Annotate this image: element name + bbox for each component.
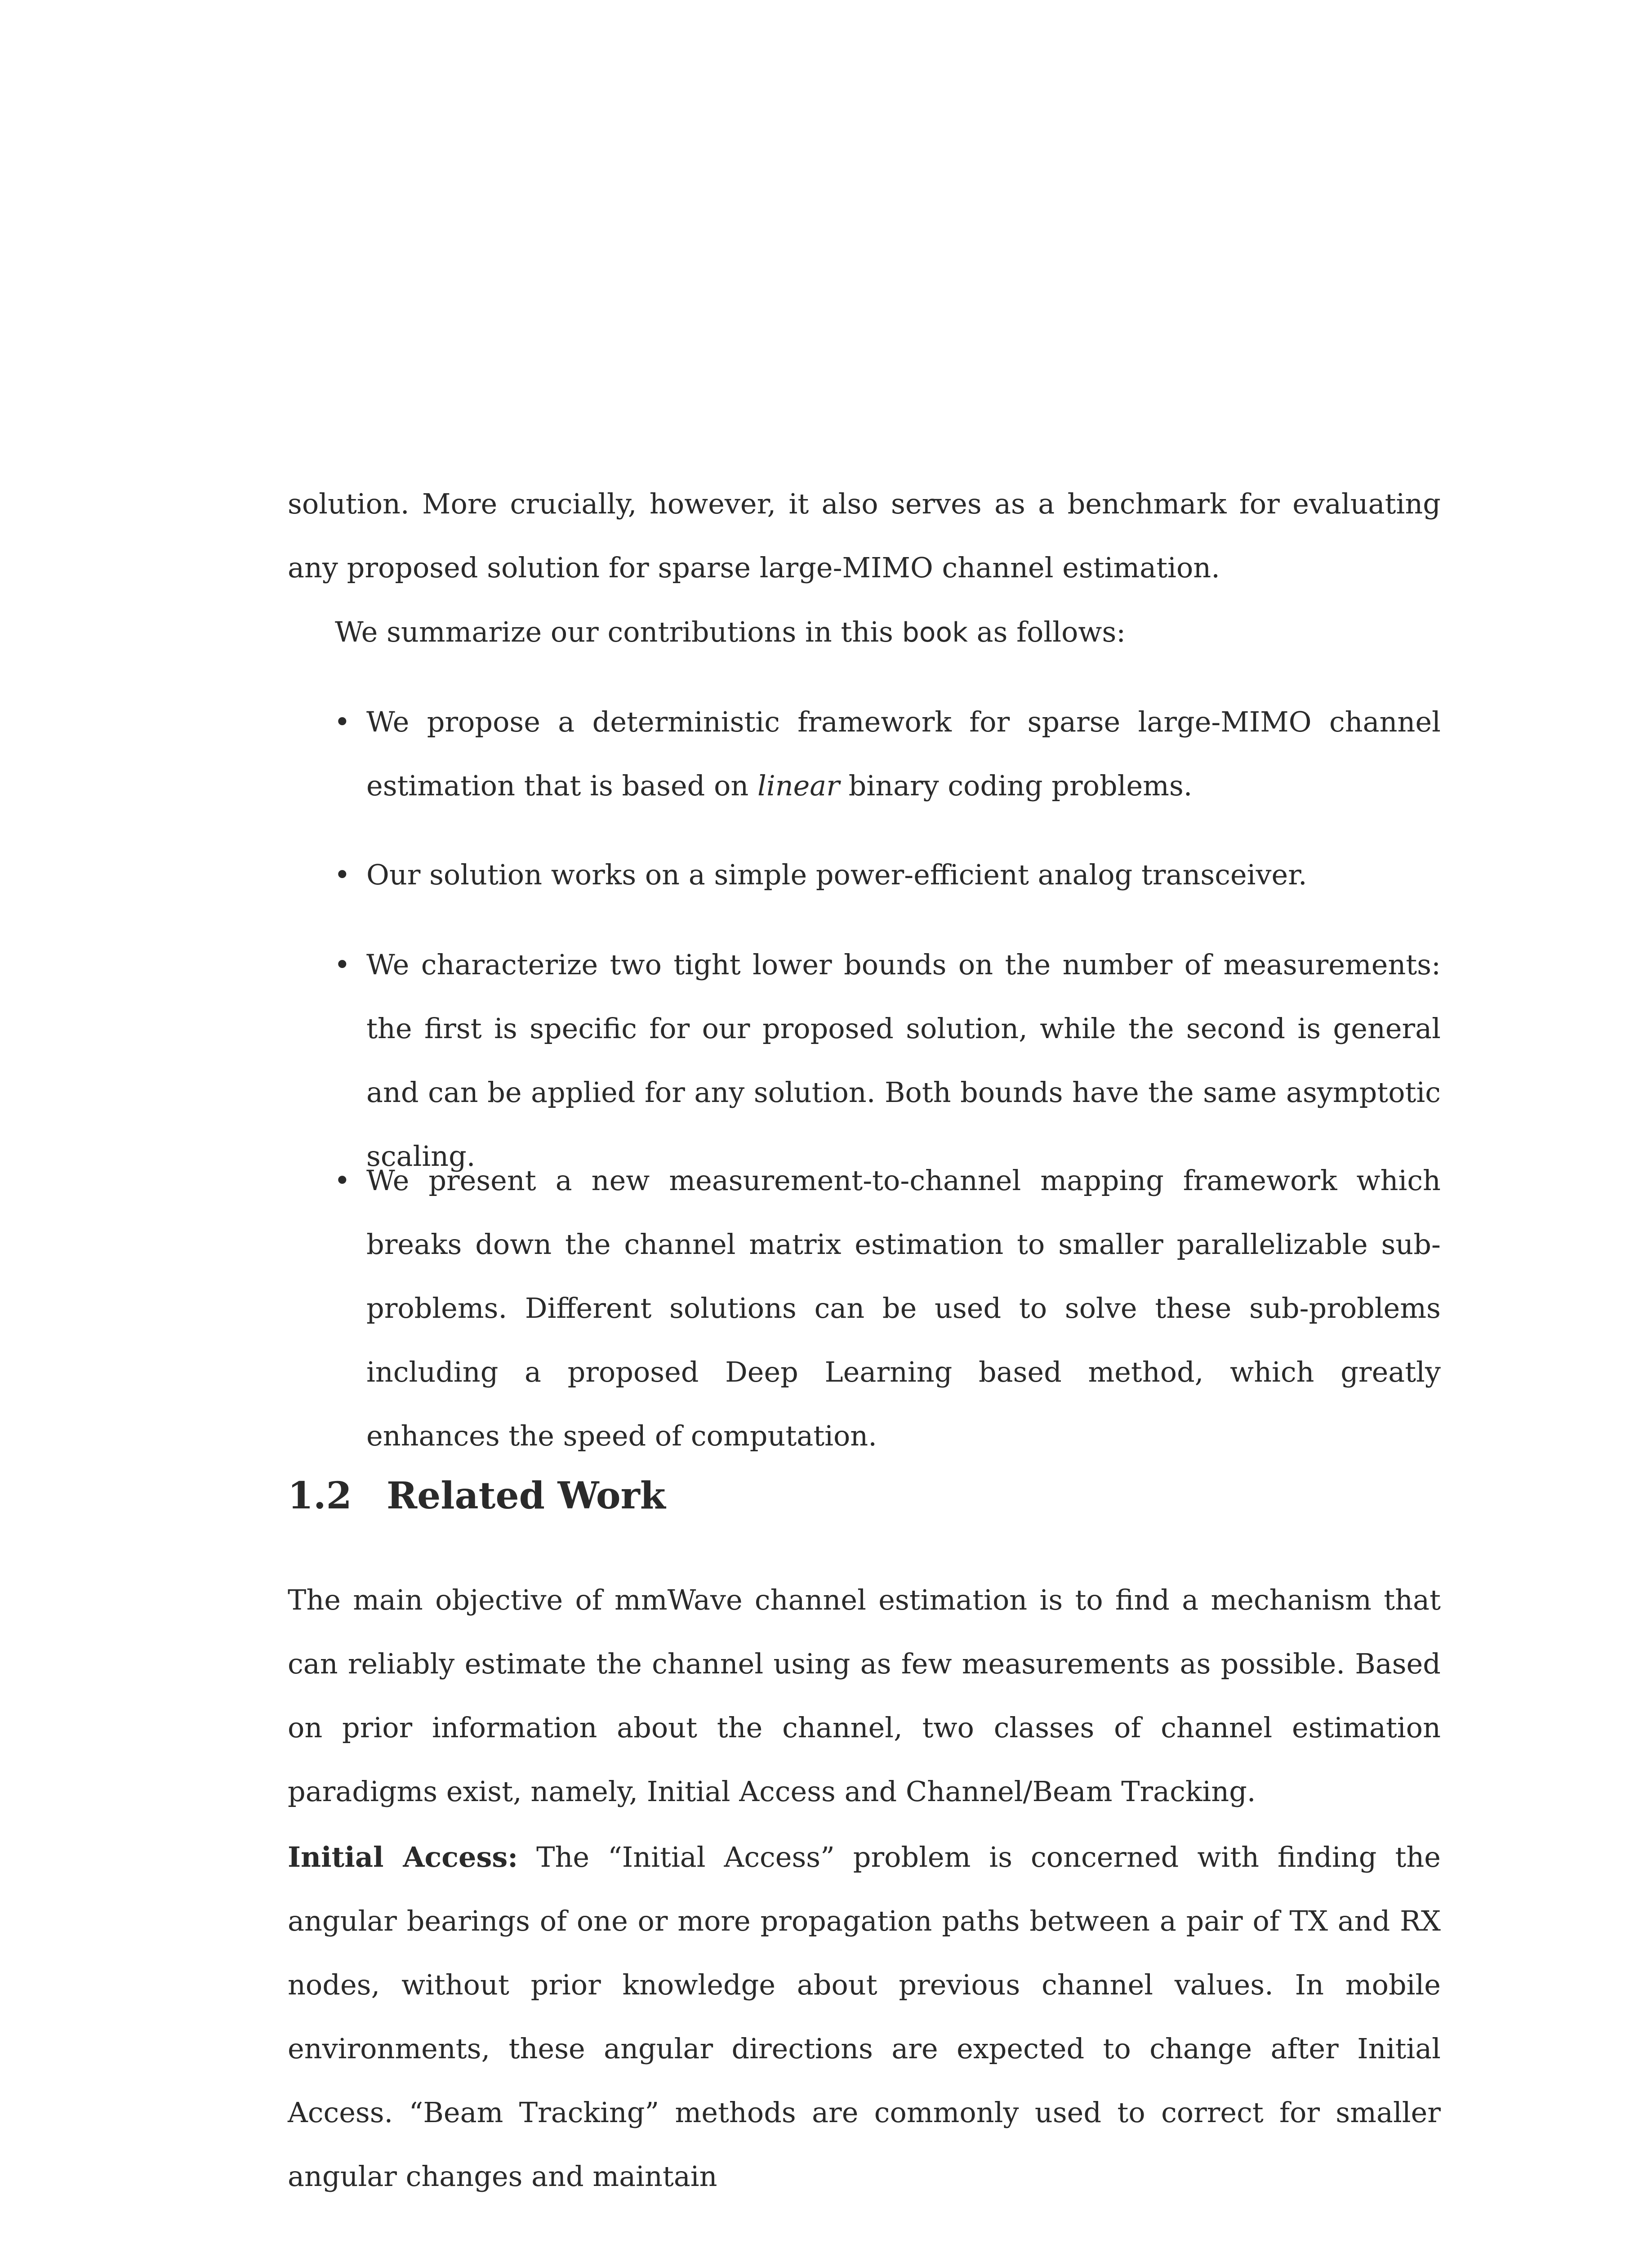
related-work-paragraph xyxy=(288,1568,1441,1824)
section-title: Related Work xyxy=(387,1474,666,1517)
list-item-text-part: Our solution works on a simple power-efficient analog transceiver. xyxy=(366,858,1307,891)
bullet-icon: • xyxy=(334,1164,351,1197)
list-item-text-part: We present a new measurement-to-channel mapping framework which breaks down the channel matrix estimation to smaller parallelizable sub-problems. Different solutions can be used to solve these sub-problems including a proposed Deep Learning based method, which greatly enhances the speed of computation. xyxy=(366,1164,1441,1452)
related-work-text: The main objective of mmWave channel estimation is to find a mechanism that can reliably estimate the channel using as few measurements as possible. Based on prior information about the channel, two classes of channel estimation paradigms exist, namely, Initial Access and Channel/Beam Tracking. xyxy=(288,1583,1441,1808)
list-item xyxy=(288,690,1441,818)
list-item-text xyxy=(366,843,1441,907)
list-item-text-part: We propose a deterministic framework for sparse large-MIMO channel estimation that is based on xyxy=(366,705,1441,802)
list-item-emphasis: linear xyxy=(757,769,840,802)
summary-after: as follows: xyxy=(967,616,1126,648)
section-number: 1.2 xyxy=(288,1474,352,1517)
intro-paragraph xyxy=(288,472,1441,600)
bullet-icon: • xyxy=(334,705,351,738)
section-heading xyxy=(288,1471,666,1521)
initial-access-text: The “Initial Access” problem is concerned with finding the angular bearings of one or more propagation paths between a pair of TX and RX nodes, without prior knowledge about previous channel values. In mobile environments, these angular directions are expected to change after Initial Access. “Beam Tracking” methods are commonly used to correct for smaller angular changes and maintain xyxy=(288,1841,1441,2193)
list-item-text-part: We characterize two tight lower bounds on the number of measurements: the first is specific for our proposed solution, while the second is general and can be applied for any solution. Both bounds have the same asymptotic scaling. xyxy=(366,948,1441,1173)
list-item-text-part: binary coding problems. xyxy=(839,769,1193,802)
intro-text: solution. More crucially, however, it also serves as a benchmark for evaluating any proposed solution for sparse large-MIMO channel estimation. xyxy=(288,487,1441,584)
list-item xyxy=(288,1149,1441,1468)
list-item-text xyxy=(366,1149,1441,1468)
initial-access-label: Initial Access: xyxy=(288,1841,518,1873)
list-item-text xyxy=(366,690,1441,818)
list-item xyxy=(288,843,1441,907)
bullet-icon: • xyxy=(334,858,351,891)
bullet-icon: • xyxy=(334,948,351,981)
initial-access-paragraph xyxy=(288,1825,1441,2208)
summary-paragraph xyxy=(288,600,1441,665)
summary-book-word: book xyxy=(902,617,968,648)
summary-before: We summarize our contributions in this xyxy=(335,616,902,648)
